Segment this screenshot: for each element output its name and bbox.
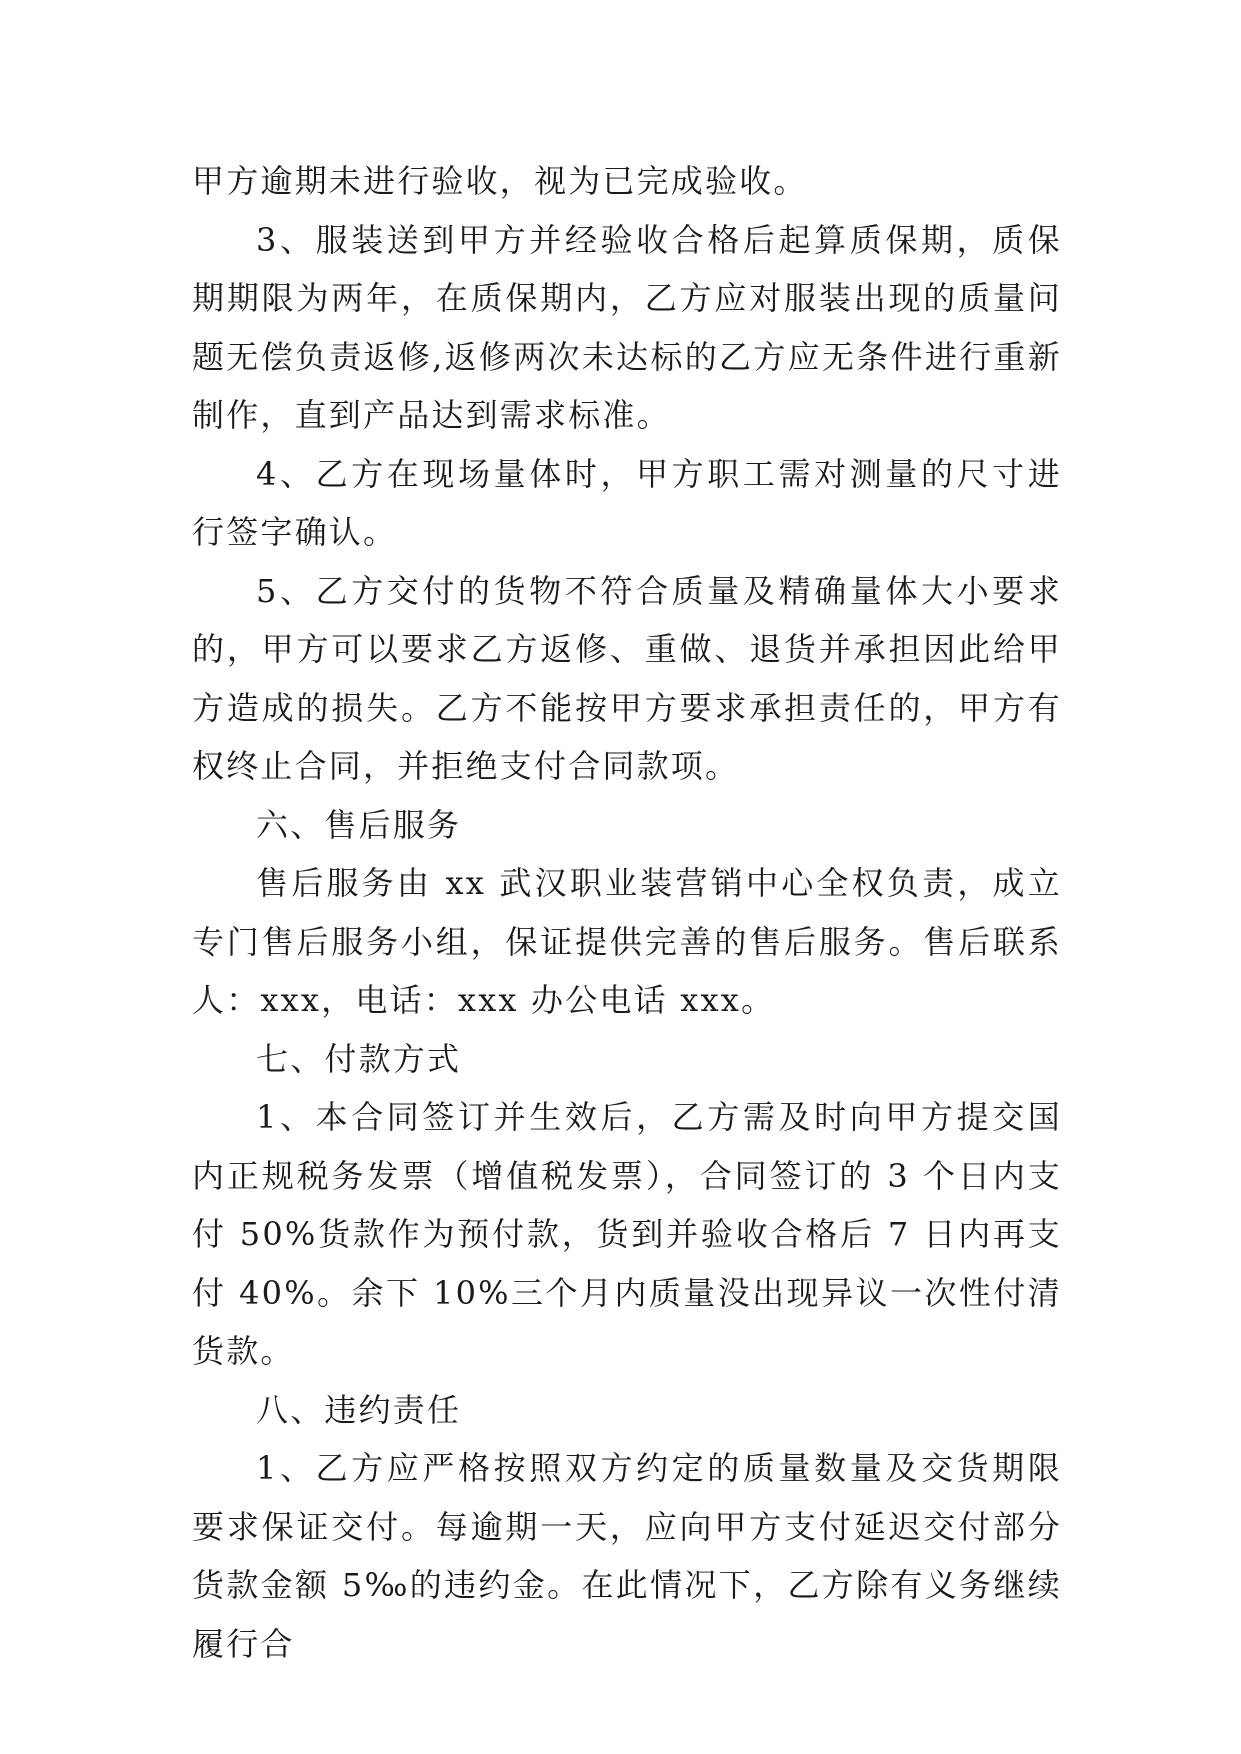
paragraph: 4、乙方在现场量体时，甲方职工需对测量的尺寸进行签字确认。 [192, 454, 1062, 551]
paragraph: 3、服装送到甲方并经验收合格后起算质保期，质保期期限为两年，在质保期内，乙方应对服装出现的质量问题无偿负责返修,返修两次未达标的乙方应无条件进行重新制作，直到产品达到需求标准。 [192, 220, 1062, 434]
paragraph: 甲方逾期未进行验收，视为已完成验收。 [192, 162, 808, 200]
paragraph: 1、乙方应严格按照双方约定的质量数量及交货期限要求保证交付。每逾期一天，应向甲方支付延迟交付部分货款金额 5‰的违约金。在此情况下，乙方除有义务继续履行合 [192, 1449, 1062, 1663]
section-heading: 六、售后服务 [256, 805, 462, 844]
paragraph: 5、乙方交付的货物不符合质量及精确量体大小要求的，甲方可以要求乙方返修、重做、退货并承担因此给甲方造成的损失。乙方不能按甲方要求承担责任的，甲方有权终止合同，并拒绝支付合同款项。 [192, 571, 1062, 785]
document-body [192, 152, 1062, 1673]
section-heading: 八、违约责任 [256, 1390, 462, 1429]
paragraph: 1、本合同签订并生效后，乙方需及时向甲方提交国内正规税务发票（增值税发票），合同签订的 3 个日内支付 50%货款作为预付款，货到并验收合格后 7 日内再支付 40%。余下 10%三个月内质量没出现异议一次性付清货款。 [192, 1098, 1062, 1370]
paragraph: 售后服务由 xx 武汉职业装营销中心全权负责，成立专门售后服务小组，保证提供完善的售后服务。售后联系人：xxx，电话：xxx 办公电话 xxx。 [192, 864, 1062, 1019]
section-heading: 七、付款方式 [256, 1039, 462, 1078]
